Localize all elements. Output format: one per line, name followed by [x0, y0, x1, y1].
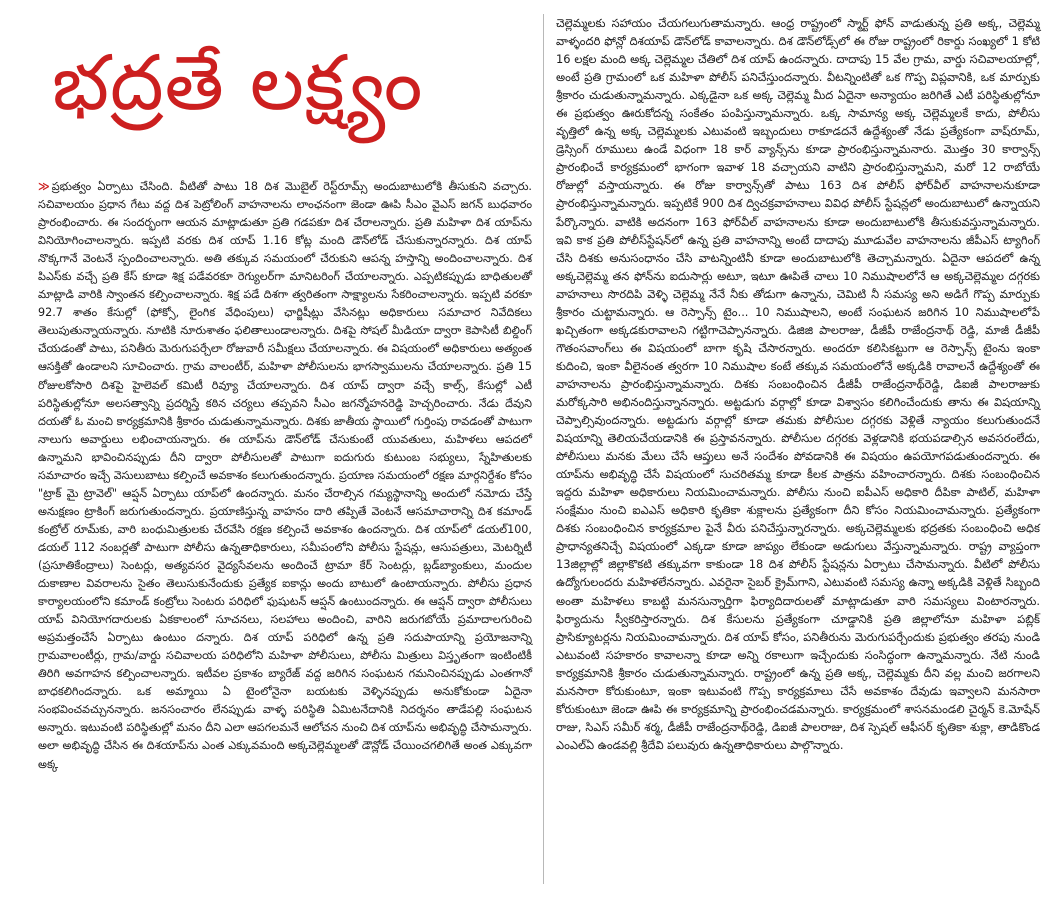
left-column — [38, 14, 532, 894]
right-column — [556, 14, 1040, 894]
headline: భద్రతే లక్ష్యం — [52, 38, 424, 127]
column-divider — [543, 14, 544, 884]
left-column-text: ప్రభుత్వం ఏర్పాటు చేసింది. వీటితో పాటు 18 దిశ మొబైల్ రెస్ట్‌రూమ్స్ అందుబాటులోకి తీసుకుని వచ్చారు. సచివాలయం ప్రధాన గేటు వద్ద దిశ పెట్రోలింగ్ వాహనాలను లాంఛనంగా జెండా ఊపి సీఎం వైఎస్ జగన్ బుధవారం ప్రారంభించారు. ఈ సందర్భంగా ఆయన మాట్లాడుతూ ప్రతి గడపకూ దిశ చేరాలన్నారు. ప్రతి మహిళా దిశ యాప్‌ను వినియోగించాలన్నారు. ఇప్పటి వరకు దిశ యాప్ 1.16 కోట్ల మంది డౌన్‌లోడ్ చేసుకున్నారన్నారు. దిశ యాప్ నొక్కగానే వెంటనే స్పందించాలన్నారు. అతి తక్కువ సమయంలో చేరుకుని ఆపన్న హస్తాన్ని అందించాలన్నారు. దిశ పిఎస్‌కు వచ్చే ప్రతి కేస్ కూడా శిక్ష పడేవరకూ రెగ్యులర్‌గా మానిటరింగ్ చేయాలన్నారు. ఎప్పటికప్పుడు బాధితులతో మాట్లాడి వారికి స్వాంతన కల్పించాలన్నారు. శిక్ష పడే దిశగా త్వరితంగా సాక్ష్యాలను సేకరించాలన్నారు. ఇప్పటి వరకూ 92.7 శాతం కేసుల్లో (ఫోక్సో, లైంగిక వేధింపులు) ఛార్జిషీట్లు వేసినట్లు అధికారులు సమాచార నివేదికలు తెలుపుతున్నాయన్నారు. నూటికి నూరుశాతం ఫలితాలుండాలన్నారు. దిశపై సోషల్ మీడియా ద్వారా కెపాసిటీ బిల్డింగ్ చేయడంతో పాటు, పనితీరు మెరుగుపర్చేలా రోజువారీ సమీక్షలు చేయాలన్నారు. ఈ విషయంలో అధికారులు అత్యంత ఆసక్తితో ఉండాలని సూచించారు. గ్రామ వాలంటీర్, మహిళా పోలీసులను భాగస్వాములను చేయాలన్నారు. ప్రతి 15 రోజులకోసారి దిశపై హైలెవల్ కమిటీ రివ్యూ చేయాలన్నారు. దిశ యాప్ ద్వారా వచ్చే కాల్స్, కేసుల్లో ఎటీ పరిస్థితుల్లోనూ అలసత్వాన్ని ప్రదర్శిస్తే కఠిన చర్యలు తప్పవని సీఎం జగన్మోహనరెడ్డి హెచ్చరించారు. నేడు దేవుని దయతో ఓ మంచి కార్యక్రమానికి శ్రీకారం చుడుతున్నామన్నారు. దిశకు జాతీయ స్థాయిలో గుర్తింపు రావడంతో పాటుగా నాలుగు అవార్డులు లభించాయన్నారు. ఈ యాప్‌ను డౌన్‌లోడ్ చేసుకుంటే యువతులు, మహిళలు ఆపదలో ఉన్నామని భావించినప్పుడు దీని ద్వారా పోలీసులతో పాటుగా ఐదుగురు కుటుంబ సభ్యులు, స్నేహితులకు సమాచారం ఇచ్చే వెసులుబాటు కల్పించే అవకాశం కలుగుతుందన్నారు. ప్రయాణ సమయంలో రక్షణ మార్గనిర్దేశం కోసం "ట్రాక్ మై ట్రావెల్" ఆప్షన్ ఏర్పాటు యాప్‌లో ఉందన్నారు. మనం చేరాల్సిన గమ్యస్థానాన్ని అందులో నమోదు చేస్తే అనుక్షణం ట్రాకింగ్ జరుగుతుందన్నారు. ప్రయాణిస్తున్న వాహనం దారి తప్పితే వెంటనే ఆసమాచారాన్ని దిశ కమాండ్ కంట్రోల్ రూమ్‌కు, వారి బంధుమిత్రులకు చేరవేసి రక్షణ కల్పించే అవకాశం ఉందన్నారు. దిశ యాప్‌లో డయల్100, డయల్ 112 నంబర్లతో పాటుగా పోలీసు ఉన్నతాధికారులు, సమీపంలోని పోలీసు స్టేషన్లు, ఆసుపత్రులు, మెటర్నిటీ (ప్రసూతికేంద్రాలు) సెంటర్లు, అత్యవసర వైద్యసేవలను అందించే ట్రామా కేర్ సెంటర్లు, బ్లడ్‌బ్యాంకులు, మందుల దుకాణాల వివరాలను సైతం తెలుసుకునేందుకు ప్రత్యేక ఐకాన్లు అందు బాటులో ఉంటాయన్నారు. పోలీసు ప్రధాన కార్యాలయంలోని కమాండ్ కంట్రోలు సెంటరు పరిధిలో ఫుషుటన్ ఆప్షన్ ఉంటుందన్నారు. ఈ ఆప్షన్ ద్వారా పోలీసులు యాప్ వినియోగదారులకు ఏకకాలంలో సూచనలు, సలహాలు అందించి, వారిని జరుగబోయే ప్రమాదాలగురించి అప్రమత్తంచేసే ఏర్పాటు ఉంటుం దన్నారు. దిశ యాప్ పరిధిలో ఉన్న ప్రతి సదుపాయాన్ని ప్రయోజనాన్ని గ్రామవాలంటీర్లు, గ్రామ/వార్డు సచివాలయ పరిధిలోని మహిళా పోలీసులు, పోలీసు మిత్రులు విస్తృతంగా ఇంటింటికీ తిరిగి అవగాహన కల్పించాలన్నారు. ఇటీవల ప్రకాశం బ్యారేజ్ వద్ద జరిగిన సంఘటన గమనించినప్పుడు ఎంతగానో బాధకలిగిందన్నారు. ఒక అమ్మాయి ఏ టైంలోనైనా బయటకు వెళ్ళినప్పుడు అనుకోకుండా ఏదైనా సంభవించవచ్చునన్నారు. జనసంచారం లేనప్పుడు వాళ్ళ పరిస్థితి ఏమిటనేదానికి నిదర్శనం తాడేపల్లి సంఘటన అన్నారు. ఇటువంటి పరిస్థితుల్లో మనం దీని ఎలా ఆపగలమనే ఆలోచన నుంచి దిశ యాప్‌ను అభివృద్ధి చేసామన్నారు. అలా అభివృద్ధి చేసిన ఈ దిశయాప్‌ను ఎంత ఎక్కువమంది అక్కచెల్లెమ్మలతో డౌన్లోడ్ చేయించగలిగితే అంత ఎక్కువగా అక్క — [38, 180, 532, 771]
right-column-text: చెల్లెమ్మలకు సహాయం చేయగలుగుతామన్నారు. ఆంధ్ర రాష్ట్రంలో స్మార్ట్ ఫోన్ వాడుతున్న ప్రతి అక్క, చెల్లెమ్మ వాళ్ళందరి ఫోన్లో దిశయాప్ డౌన్‌లోడ్ కావాలన్నారు. దిశ డౌన్‌లోడ్స్‌లో ఈ రోజు రాష్ట్రంలో రికార్డు సంఖ్యలో 1 కోటి 16 లక్షల మంది అక్క చెల్లెమ్మల చేతిలో దిశ యాప్ ఉందన్నారు. దాదాపు 15 వేల గ్రామ, వార్డు సచివాలయాల్లో, అంటే ప్రతి గ్రామంలో ఒక మహిళా పోలీస్ పనిచేస్తుందన్నారు. వీటన్నింటితో ఒక గొప్ప విప్లవానికి, ఒక మార్పుకు శ్రీకారం చుడుతున్నామన్నారు. ఎక్కడైనా ఒక అక్క చెల్లెమ్మ మీద ఏదైనా అన్యాయం జరిగితే ఎటీ పరిస్థితుల్లోనూ ఈ ప్రభుత్వం ఊరుకోదన్న సంకేతం పంపిస్తున్నామన్నారు. ఒక్క సామాన్య అక్క చెల్లెమ్మలకే కాదు, పోలీసు వృత్తిలో ఉన్న అక్క చెల్లెమ్మలకు ఎటువంటి ఇబ్బందులు రాకూడదనే ఉద్దేశ్యంతో నేడు ప్రత్యేకంగా వాష్‌రూమ్, డ్రెస్సింగ్ రూములు ఉండే విధంగా 18 కార్ వ్యాన్స్‌ను కూడా ప్రారంభిస్తున్నామనారు. మొత్తం 30 కార్వాన్స్ ప్రారంభించే కార్యక్రమంలో భాగంగా ఇవాళ 18 వచ్చాయని వాటిని ప్రారంభిస్తున్నామని, మరో 12 రాబోయే రోజుల్లో వస్తాయన్నారు. ఈ రోజు కార్వాన్స్‌తో పాటు 163 దిశ పోలీస్ ఫోర్‌వీల్ వాహనాలనుకూడా ప్రారంభిస్తున్నామన్నారు. ఇప్పటికే 900 దిశ ద్విచక్రవాహనాలు వివిధ పోలీస్ స్టేషన్లలో అందుబాటులో ఉన్నాయని పేర్కొన్నారు. వాటికి అదనంగా 163 ఫోర్‌వీల్ వాహనాలను కూడా అందుబాటులోకి తీసుకువస్తున్నామన్నారు. ఇవి కాక ప్రతి పోలీస్‌స్టేషన్‌లో ఉన్న ప్రతి వాహనాన్ని అంటే దాదాపు మూడువేల వాహనాలను జీపీఎస్ ట్యాగింగ్ చేసి దిశకు అనుసంధానం చేసి వాటన్నింటినీ కూడా అందుబాటులోకి తెచ్చామన్నారు. ఏదైనా ఆపదలో ఉన్న అక్కచెల్లెమ్మ తన ఫోన్‌ను ఐదుసార్లు అటూ, ఇటూ ఊపితే చాలు 10 నిముషాలలోనే ఆ అక్కచెల్లెమ్మల దగ్గరకు వాహనాలు సొరదిపి వెళ్ళి చెల్లెమ్మ నేనే నీకు తోడుగా ఉన్నాను, చెమిటి నీ సమస్య అని అడిగే గొప్ప మార్పుకు శ్రీకారం చుట్టామన్నారు. ఆ రెస్పాన్స్ టైం... 10 నిముషాలని, అంటే సంఘటన జరిగిన 10 నిముషాలలోపే ఖచ్చితంగా అక్కడకురావాలని గట్టిగాచెప్పానన్నారు. డిజిజి పాలరాజు, డీజీపీ రాజేంద్రనాథ్ రెడ్డి, మాజీ డీజీపీ గౌతంసవాంగ్‌లు ఈ విషయంలో బాగా కృషి చేసారన్నారు. అందరూ కలిసికట్టుగా ఆ రెస్పాన్స్ టైంను ఇంకా కుదించి, ఇంకా వీలైనంత త్వరగా 10 నిముషాల కంటే తక్కువ సమయంలోనే అక్కడికి రావాలనే ఉద్దేశ్యంతో ఈ వాహనాలను ప్రారంభిస్తున్నామన్నారు. దిశకు సంబంధించిన డీజీపీ రాజేంద్రనాథ్‌రెడ్డి, డిఐజీ పాలరాజుకు మరోక్కసారి అభినందిస్తున్నానన్నారు. అట్టడుగు వర్గాల్లో కూడా విశ్వాసం కలిగించేందుకు తాను ఈ విషయాన్ని చెప్పాల్సివుందన్నారు. అట్టడుగు వర్గాల్లో కూడా తమకు పోలీసుల దగ్గరకు వెళ్లితే న్యాయం కలుగుతుందనే విషయాన్ని తెలియచేయడానికి ఈ ప్రస్తావనన్నారు. పోలీసుల దగ్గరకు వెళ్లడానికి భయపడాల్సిన అవసరంలేదు, పోలీసులు మనకు మేలు చేసే ఆప్తులు అనే సందేశం పోవడానికి ఈ విషయం ఉపయోగపడుతుందన్నారు. ఈ యాప్‌ను అభివృద్ధి చేసే విషయంలో సుచరితమ్మ కూడా కీలక పాత్రను వహించారన్నారు. దిశకు సంబంధించిన ఇద్దరు మహిళా అధికారులు నియమించామన్నారు. పోలీసు నుంచి ఐపీఎస్ అధికారి దీపికా పాటిల్, మహిళా సంక్షేమం నుంచి ఐఎఎస్ అధికారి కృతికా శుక్లాలను ప్రత్యేకంగా దీని కోసం నియమించామన్నారు. ప్రత్యేకంగా దిశకు సంబంధించిన కార్యక్రమాల పైనే వీరు పనిచేస్తున్నారన్నారు. అక్కచెల్లెమ్మలకు భద్రతకు సంబంధించి అధిక ప్రాధాన్యతనిచ్చే విషయంలో ఎక్కడా కూడా జాప్యం లేకుండా అడుగులు వేస్తున్నామన్నారు. రాష్ట్ర వ్యాప్తంగా 13జిల్లాల్లో జిల్లాకొకటి తక్కువగా కాకుండా 18 దిశ పోలీస్ స్టేషన్లను ఏర్పాటు చేసామన్నారు. వీటిలో పోలీసు ఉద్యోగులందరు మహిళలేనన్నారు. ఎవరైనా సైబర్ క్రైమ్‌గాని, ఎటువంటి సమస్య ఉన్నా అక్కడికి వెళ్లితే సిబ్బంది అంతా మహిళలు కాబట్టి మనసున్నార్తిగా ఫిర్యాదిదారులతో మాట్లాడుతూ వారి సమస్యలు వింటారన్నారు. ఫిర్యాదును స్వీకరిస్తారన్నారు. దిశ కేసులను ప్రత్యేకంగా చూడ్డానికి ప్రతి జిల్లాలోనూ మహిళా పబ్లిక్ ప్రాసిక్యూటర్లను నియమించామన్నారు. దిశ యాప్ కోసం, పనితీరును మెరుగుపర్చేందుకు ప్రభుత్వం తరపు నుండి ఎటువంటి సహకారం కావాలన్నా కూడా అన్ని రకాలుగా ఇచ్చేందుకు సంసిద్ధంగా ఉన్నామన్నారు. నేటి నుండి కార్యక్రమానికి శ్రీకారం చుడుతున్నామన్నారు. రాష్ట్రంలో ఉన్న ప్రతి అక్క, చెల్లెమ్మకు దీని వల్ల మంచి జరగాలని మనసారా కోరుకుంటూ, ఇంకా ఇటువంటి గొప్ప కార్యక్రమాలు చేసే అవకాశం దేవుడు ఇవ్వాలని మనసారా కోరుకుంటూ జెండా ఊపి ఈ కార్యక్రమాన్ని ప్రారంభించడమన్నారు. కార్యక్రమంలో శాసనమండలి చైర్మన్ కె.మోషేన్ రాజు, సిఎస్ సమీర్ శర్మ, డీజీపీ రాజేంద్రనాథ్‌రెడ్డి, డిఐజీ పాలరాజు, దిశ స్పెషల్ ఆఫీసర్ కృతికా శుక్లా, తాడికొండ ఎంఎల్ఏ ఉండవల్లి శ్రీదేవి పలువురు ఉన్నతాధికారులు పాల్గొన్నారు. — [556, 16, 1040, 752]
left-article-body — [38, 178, 532, 774]
bullet-icon: ≫ — [38, 180, 50, 193]
